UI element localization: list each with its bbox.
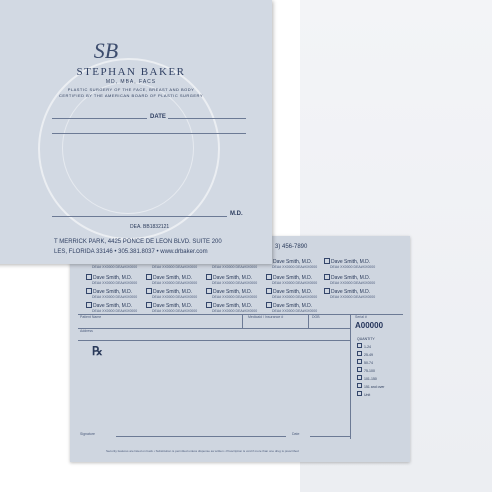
date-label: Date bbox=[292, 432, 300, 436]
quantity-option[interactable]: 151 and over bbox=[357, 383, 384, 391]
checkbox-icon[interactable] bbox=[86, 274, 92, 280]
field-label: Address bbox=[80, 329, 93, 333]
doctor-name-label: Dave Smith, M.D. bbox=[331, 259, 371, 265]
doctor-dea-label: DEA# XX0000 DEA#XX0000 bbox=[272, 265, 318, 269]
doctor-name-label: Dave Smith, M.D. bbox=[93, 289, 133, 295]
field-label: Patient Name bbox=[80, 315, 102, 319]
doctor-dea-label: DEA# XX0000 DEA#XX0000 bbox=[212, 281, 258, 285]
doctor-name-label: Dave Smith, M.D. bbox=[331, 289, 371, 295]
doctor-dea-label: DEA# XX0000 DEA#XX0000 bbox=[92, 265, 138, 269]
name-line bbox=[52, 118, 147, 119]
doctor-dea-label: DEA# XX0000 DEA#XX0000 bbox=[92, 295, 138, 299]
doctor-name-label: Dave Smith, M.D. bbox=[213, 275, 253, 281]
checkbox-icon[interactable] bbox=[206, 302, 212, 308]
md-label: M.D. bbox=[230, 211, 243, 217]
doctor-credentials: MD, MBA, FACS bbox=[105, 79, 157, 85]
letterhead-pad bbox=[0, 0, 272, 264]
checkbox-icon[interactable] bbox=[146, 288, 152, 294]
quantity-list bbox=[357, 336, 384, 399]
quantity-option[interactable]: Unit bbox=[357, 391, 384, 399]
field-label: DOB bbox=[312, 315, 320, 319]
checkbox-icon[interactable] bbox=[206, 288, 212, 294]
specialty-line: PLASTIC SURGERY OF THE FACE, BREAST AND BODY bbox=[67, 87, 195, 92]
doctor-dea-label: DEA# XX0000 DEA#XX0000 bbox=[272, 309, 318, 313]
doctor-name-label: Dave Smith, M.D. bbox=[153, 303, 193, 309]
doctor-row bbox=[86, 274, 396, 286]
quantity-option[interactable]: 101-150 bbox=[357, 375, 384, 383]
doctor-dea-label: DEA# XX0000 DEA#XX0000 bbox=[330, 295, 376, 299]
doctor-name-label: Dave Smith, M.D. bbox=[93, 275, 133, 281]
doctor-name-label: Dave Smith, M.D. bbox=[273, 303, 313, 309]
serial-label: Serial # bbox=[355, 315, 367, 319]
footer-text: Security features are listed on back • Substitution is permitted unless dispense as written • Prescription is void if more than one drug is prescribed bbox=[106, 449, 299, 453]
doctor-row bbox=[86, 288, 396, 300]
quantity-label: QUANTITY bbox=[357, 337, 375, 341]
doctor-dea-label: DEA# XX0000 DEA#XX0000 bbox=[212, 309, 258, 313]
checkbox-icon[interactable] bbox=[324, 288, 330, 294]
address-line-1: T MERRICK PARK, 4425 PONCE DE LEON BLVD. SUITE 200 bbox=[54, 239, 222, 245]
field-label: Medicaid / Insurance # bbox=[248, 315, 284, 319]
doctor-checkbox[interactable] bbox=[266, 302, 336, 314]
signature-line bbox=[52, 216, 227, 217]
divider-line bbox=[242, 314, 243, 328]
doctor-checkbox[interactable] bbox=[324, 288, 394, 300]
date-label: DATE bbox=[150, 114, 166, 120]
doctor-dea-label: DEA# XX0000 DEA#XX0000 bbox=[330, 281, 376, 285]
checkbox-icon[interactable] bbox=[324, 258, 330, 264]
divider-line bbox=[78, 328, 350, 329]
doctor-dea-label: DEA# XX0000 DEA#XX0000 bbox=[212, 295, 258, 299]
doctor-name-label: Dave Smith, M.D. bbox=[273, 289, 313, 295]
dea-number: DEA. BB1832121 bbox=[130, 224, 170, 230]
divider-line bbox=[78, 340, 350, 341]
doctor-dea-label: DEA# XX0000 DEA#XX0000 bbox=[92, 309, 138, 313]
address-line bbox=[52, 133, 246, 134]
doctor-dea-label: DEA# XX0000 DEA#XX0000 bbox=[272, 281, 318, 285]
quantity-option[interactable]: 75-100 bbox=[357, 367, 384, 375]
checkbox-icon[interactable] bbox=[86, 302, 92, 308]
doctor-dea-label: DEA# XX0000 DEA#XX0000 bbox=[212, 265, 258, 269]
quantity-option[interactable]: 1-24 bbox=[357, 343, 384, 351]
serial-number: A00000 bbox=[355, 321, 384, 330]
checkbox-icon[interactable] bbox=[86, 288, 92, 294]
checkbox-icon[interactable] bbox=[324, 274, 330, 280]
doctor-row bbox=[86, 302, 396, 314]
doctor-name-label: Dave Smith, M.D. bbox=[213, 303, 253, 309]
date-line bbox=[310, 436, 350, 437]
rx-phone: 3) 456-7890 bbox=[275, 244, 308, 250]
doctor-name-label: Dave Smith, M.D. bbox=[213, 289, 253, 295]
rx-pad bbox=[70, 236, 410, 462]
checkbox-icon[interactable] bbox=[206, 274, 212, 280]
signature-label: Signature bbox=[80, 432, 95, 436]
doctor-dea-label: DEA# XX0000 DEA#XX0000 bbox=[330, 265, 376, 269]
doctor-checkbox[interactable] bbox=[324, 274, 394, 286]
doctor-name-label: Dave Smith, M.D. bbox=[273, 275, 313, 281]
doctor-name-label: Dave Smith, M.D. bbox=[273, 259, 313, 265]
signature-line bbox=[116, 436, 286, 437]
address-line-2: LES, FLORIDA 33146 • 305.381.8037 • www.drbaker.com bbox=[54, 249, 208, 255]
doctor-checkbox[interactable] bbox=[324, 258, 394, 270]
rx-symbol: ℞ bbox=[92, 344, 103, 358]
checkbox-icon[interactable] bbox=[146, 302, 152, 308]
checkbox-icon[interactable] bbox=[266, 302, 272, 308]
doctor-name-label: Dave Smith, M.D. bbox=[331, 275, 371, 281]
doctor-dea-label: DEA# XX0000 DEA#XX0000 bbox=[152, 265, 198, 269]
checkbox-icon[interactable] bbox=[266, 288, 272, 294]
quantity-option[interactable]: 25-49 bbox=[357, 351, 384, 359]
date-line bbox=[168, 118, 246, 119]
doctor-dea-label: DEA# XX0000 DEA#XX0000 bbox=[92, 281, 138, 285]
doctor-name-label: Dave Smith, M.D. bbox=[93, 303, 133, 309]
doctor-name: STEPHAN BAKER bbox=[76, 66, 186, 78]
doctor-name-label: Dave Smith, M.D. bbox=[153, 275, 193, 281]
checkbox-icon[interactable] bbox=[146, 274, 152, 280]
certification-line: CERTIFIED BY THE AMERICAN BOARD OF PLASTIC SURGERY bbox=[58, 93, 204, 98]
doctor-dea-label: DEA# XX0000 DEA#XX0000 bbox=[152, 295, 198, 299]
doctor-dea-label: DEA# XX0000 DEA#XX0000 bbox=[272, 295, 318, 299]
quantity-option[interactable]: 50-74 bbox=[357, 359, 384, 367]
doctor-name-label: Dave Smith, M.D. bbox=[153, 289, 193, 295]
checkbox-icon[interactable] bbox=[266, 274, 272, 280]
divider-line bbox=[308, 314, 309, 328]
monogram-logo: SB bbox=[93, 38, 119, 63]
doctor-dea-label: DEA# XX0000 DEA#XX0000 bbox=[152, 281, 198, 285]
watermark-seal bbox=[38, 58, 220, 240]
doctor-dea-label: DEA# XX0000 DEA#XX0000 bbox=[152, 309, 198, 313]
divider-line bbox=[350, 314, 351, 439]
